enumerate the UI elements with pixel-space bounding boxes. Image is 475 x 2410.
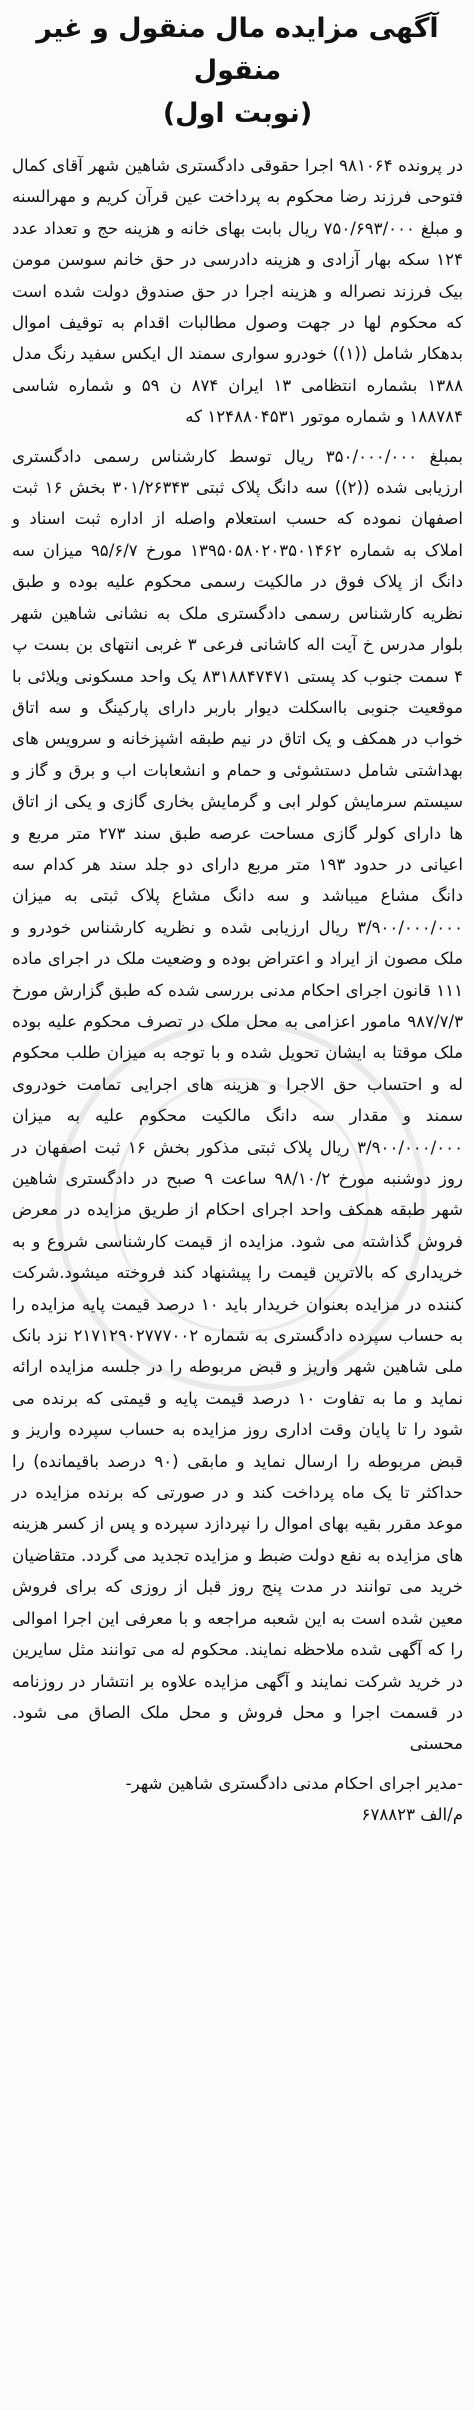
- notice-paragraph-2: بمبلغ ۳۵۰/۰۰۰/۰۰۰ ریال توسط کارشناس رسمی دادگستری ارزیابی شده ((۲)) سه دانگ پلاک ثبتی ۳۰۱/۲۶۳۴۳ بخش ۱۶ ثبت اصفهان نموده که حسب استعلام واصله از اداره ثبت اسناد و املاک به شماره ۱۳۹۵۰۵۸۰۲۰۳۵۰۱۴۶۲ مورخ ۹۵/۶/۷ میزان سه دانگ از پلاک فوق در مالکیت رسمی محکوم علیه بوده و طبق نظریه کارشناس رسمی دادگستری ملک به نشانی شاهین شهر بلوار مدرس خ آیت اله کاشانی فرعی ۳ غربی انتهای بن بست پ ۴ سمت جنوب کد پستی ۸۳۱۸۸۴۷۴۷۱ یک واحد مسکونی ویلائی با موقعیت جنوبی بااسکلت دیوار باربر دارای پارکینگ و سه اتاق خواب در همکف و یک اتاق در نیم طبقه اشپزخانه و سرویس های بهداشتی شامل دستشوئی و حمام و انشعابات اب و برق و گاز و سیستم سرمایش کولر ابی و گرمایش بخاری گازی و یکی از اتاق ها دارای کولر گازی مساحت عرصه طبق سند ۲۷۳ متر مربع و اعیانی در حدود ۱۹۳ متر مربع دارای دو جلد سند هر کدام سه دانگ مشاع میباشد و سه دانگ مشاع پلاک ثبتی به میزان ۳/۹۰۰/۰۰۰/۰۰۰ ریال ارزیابی شده و نظریه کارشناس خودرو و ملک مصون از ایراد و اعتراض بوده و وضعیت ملک در اجرای ماده ۱۱۱ قانون اجرای احکام مدنی بررسی شده که طبق گزارش مورخ ۹۸۷/۷/۳ مامور اعزامی به محل ملک در تصرف محکوم علیه بوده ملک موقتا به ایشان تحویل شده و با توجه به میزان طلب محکوم له و احتساب حق الاجرا و هزینه های اجرایی تمامت خودروی سمند و مقدار سه دانگ مالکیت محکوم علیه به میزان ۳/۹۰۰/۰۰۰/۰۰۰ ریال پلاک ثبتی مذکور بخش ۱۶ ثبت اصفهان در روز دوشنبه مورخ ۹۸/۱۰/۲ ساعت ۹ صبح در دادگستری شاهین شهر طبقه همکف واحد اجرای احکام از طریق مزایده در معرض فروش گذاشته می شود. مزایده از قیمت کارشناسی شروع و به خریداری که بالاترین قیمت را پیشنهاد کند فروخته میشود.شرکت کننده در مزایده بعنوان خریدار باید ۱۰ درصد قیمت پایه مزایده را به حساب سپرده دادگستری به شماره ۲۱۷۱۲۹۰۲۷۷۷۰۰۲ نزد بانک ملی شاهین شهر واریز و قبض مربوطه را در جلسه مزایده ارائه نماید و ما به تفاوت ۱۰ درصد قیمت پایه و قیمتی که برنده می شود را تا پایان وقت اداری روز مزایده به حساب سپرده واریز و قبض مربوطه را ارسال نماید و مابقی (۹۰ درصد باقیمانده) را حداکثر تا یک ماه پرداخت کند و در صورتی که برنده مزایده در موعد مقرر بقیه بهای اموال را نپردازد سپرده و پس از کسر هزینه های مزایده به نفع دولت ضبط و مزایده تجدید می گردد. متقاضیان خرید می توانند در مدت پنج روز قبل از روزی که برای فروش معین شده است به این شعبه مراجعه و با معرفی این اجرا اموالی را که آگهی شده ملاحظه نمایند. محکوم له می توانند مثل سایرین در خرید شرکت نمایند و آگهی مزایده علاوه بر انتشار در روزنامه در قسمت اجرا و محل فروش و محل ملک الصاق می شود. محسنی: [12, 446, 464, 1754]
- notice-paragraph-1: در پرونده ۹۸۱۰۶۴ اجرا حقوقی دادگستری شاهین شهر آقای کمال فتوحی فرزند رضا محکوم به پرداخت عین قرآن کریم و مهرالسنه و مبلغ ۷۵۰/۶۹۳/۰۰۰ ریال بابت بهای خانه و هزینه حج و تعداد عدد ۱۲۴ سکه بهار آزادی و هزینه دادرسی در حق خانم سوسن مومن بیک فرزند نصراله و هزینه اجرا در حق صندوق دولت شده است که محکوم لها در جهت وصول مطالبات اقدام به توقیف اموال بدهکار شامل ((۱)) خودرو سواری سمند ال ایکس سفید رنگ مدل ۱۳۸۸ بشماره انتظامی ۱۳ ایران ۸۷۴ ن ۵۹ و شماره شاسی ۱۸۸۷۸۴ و شماره موتور ۱۲۴۸۸۰۴۵۳۱ که: [12, 156, 464, 427]
- auction-notice: [12, 8, 463, 1831]
- notice-reference: م/الف ۶۷۸۸۲۳: [361, 1805, 463, 1825]
- notice-signature: -مدیر اجرای احکام مدنی دادگستری شاهین شهر-: [125, 1773, 463, 1793]
- notice-subtitle: (نوبت اول): [162, 98, 313, 129]
- notice-title: آگهی مزایده مال منقول و غیر منقول: [36, 13, 439, 86]
